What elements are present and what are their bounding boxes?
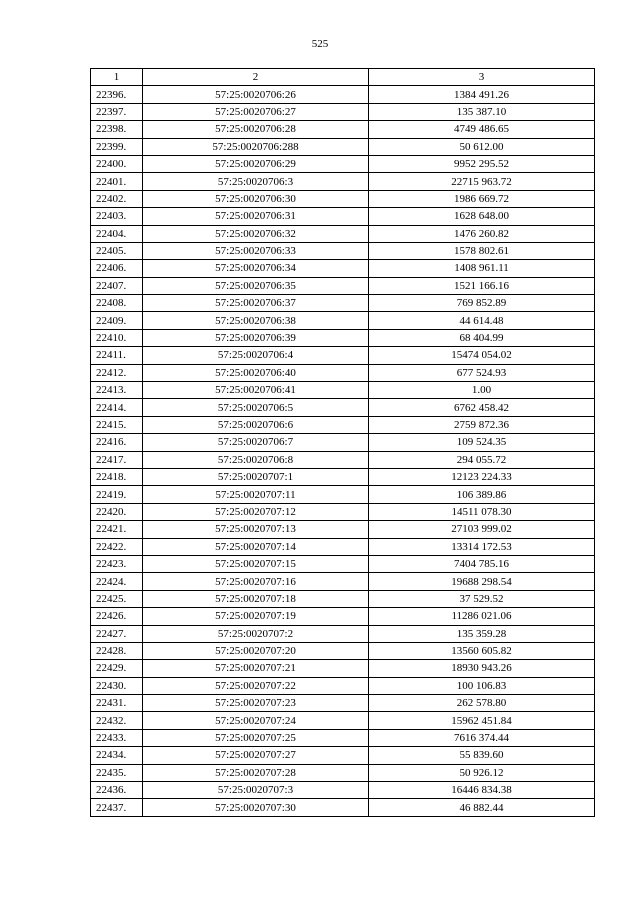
cadastral-value-cell: 262 578.80 — [369, 695, 595, 712]
row-number-cell: 22428. — [91, 642, 143, 659]
row-number-cell: 22412. — [91, 364, 143, 381]
cadastral-number-cell: 57:25:0020706:7 — [143, 434, 369, 451]
row-number-cell: 22397. — [91, 103, 143, 120]
cadastral-value-cell: 68 404.99 — [369, 329, 595, 346]
row-number-cell: 22416. — [91, 434, 143, 451]
table-row — [91, 747, 595, 764]
cadastral-value-cell: 37 529.52 — [369, 590, 595, 607]
row-number-cell: 22435. — [91, 764, 143, 781]
cadastral-value-cell: 22715 963.72 — [369, 173, 595, 190]
row-number-cell: 22403. — [91, 208, 143, 225]
row-number-cell: 22430. — [91, 677, 143, 694]
cadastral-value-cell: 13314 172.53 — [369, 538, 595, 555]
cadastral-value-cell: 2759 872.36 — [369, 416, 595, 433]
cadastral-value-cell: 19688 298.54 — [369, 573, 595, 590]
table-row — [91, 399, 595, 416]
row-number-cell: 22427. — [91, 625, 143, 642]
cadastral-value-cell: 100 106.83 — [369, 677, 595, 694]
cadastral-number-cell: 57:25:0020707:11 — [143, 486, 369, 503]
table-row — [91, 451, 595, 468]
row-number-cell: 22401. — [91, 173, 143, 190]
cadastral-value-cell: 14511 078.30 — [369, 503, 595, 520]
cadastral-number-cell: 57:25:0020706:6 — [143, 416, 369, 433]
cadastral-number-cell: 57:25:0020706:27 — [143, 103, 369, 120]
cadastral-number-cell: 57:25:0020707:3 — [143, 782, 369, 799]
table-row — [91, 468, 595, 485]
row-number-cell: 22429. — [91, 660, 143, 677]
cadastral-value-cell: 1476 260.82 — [369, 225, 595, 242]
cadastral-number-cell: 57:25:0020707:13 — [143, 521, 369, 538]
row-number-cell: 22407. — [91, 277, 143, 294]
table-row — [91, 555, 595, 572]
cadastral-value-cell: 46 882.44 — [369, 799, 595, 816]
table-row — [91, 329, 595, 346]
cadastral-number-cell: 57:25:0020706:4 — [143, 347, 369, 364]
row-number-cell: 22413. — [91, 382, 143, 399]
cadastral-number-cell: 57:25:0020707:18 — [143, 590, 369, 607]
cadastral-number-cell: 57:25:0020706:8 — [143, 451, 369, 468]
row-number-cell: 22404. — [91, 225, 143, 242]
cadastral-number-cell: 57:25:0020706:38 — [143, 312, 369, 329]
row-number-cell: 22433. — [91, 729, 143, 746]
cadastral-value-cell: 9952 295.52 — [369, 155, 595, 172]
table-row — [91, 486, 595, 503]
table-row — [91, 695, 595, 712]
column-header-2: 2 — [143, 69, 369, 86]
cadastral-number-cell: 57:25:0020707:12 — [143, 503, 369, 520]
cadastral-number-cell: 57:25:0020706:5 — [143, 399, 369, 416]
row-number-cell: 22421. — [91, 521, 143, 538]
table-row — [91, 503, 595, 520]
row-number-cell: 22400. — [91, 155, 143, 172]
cadastral-number-cell: 57:25:0020706:35 — [143, 277, 369, 294]
table-row — [91, 103, 595, 120]
cadastral-number-cell: 57:25:0020706:28 — [143, 121, 369, 138]
table-row — [91, 782, 595, 799]
cadastral-value-cell: 1408 961.11 — [369, 260, 595, 277]
cadastral-value-cell: 1.00 — [369, 382, 595, 399]
cadastral-value-cell: 109 524.35 — [369, 434, 595, 451]
row-number-cell: 22423. — [91, 555, 143, 572]
cadastral-value-cell: 677 524.93 — [369, 364, 595, 381]
cadastral-number-cell: 57:25:0020707:25 — [143, 729, 369, 746]
cadastral-value-cell: 15962 451.84 — [369, 712, 595, 729]
row-number-cell: 22419. — [91, 486, 143, 503]
cadastral-number-cell: 57:25:0020706:40 — [143, 364, 369, 381]
table-header-row — [91, 69, 595, 86]
row-number-cell: 22437. — [91, 799, 143, 816]
row-number-cell: 22411. — [91, 347, 143, 364]
cadastral-value-cell: 135 387.10 — [369, 103, 595, 120]
table-body — [91, 86, 595, 816]
table-row — [91, 712, 595, 729]
cadastral-number-cell: 57:25:0020707:30 — [143, 799, 369, 816]
cadastral-value-cell: 1384 491.26 — [369, 86, 595, 103]
cadastral-number-cell: 57:25:0020707:15 — [143, 555, 369, 572]
row-number-cell: 22424. — [91, 573, 143, 590]
table-row — [91, 86, 595, 103]
row-number-cell: 22406. — [91, 260, 143, 277]
row-number-cell: 22434. — [91, 747, 143, 764]
cadastral-value-cell: 7404 785.16 — [369, 555, 595, 572]
table-row — [91, 225, 595, 242]
cadastral-value-cell: 1521 166.16 — [369, 277, 595, 294]
cadastral-value-cell: 44 614.48 — [369, 312, 595, 329]
cadastral-number-cell: 57:25:0020706:30 — [143, 190, 369, 207]
cadastral-value-cell: 769 852.89 — [369, 295, 595, 312]
row-number-cell: 22418. — [91, 468, 143, 485]
cadastral-number-cell: 57:25:0020707:22 — [143, 677, 369, 694]
table-row — [91, 173, 595, 190]
cadastral-number-cell: 57:25:0020706:39 — [143, 329, 369, 346]
row-number-cell: 22420. — [91, 503, 143, 520]
table-row — [91, 155, 595, 172]
table-row — [91, 799, 595, 816]
row-number-cell: 22436. — [91, 782, 143, 799]
row-number-cell: 22409. — [91, 312, 143, 329]
row-number-cell: 22396. — [91, 86, 143, 103]
table-row — [91, 347, 595, 364]
row-number-cell: 22415. — [91, 416, 143, 433]
cadastral-number-cell: 57:25:0020706:34 — [143, 260, 369, 277]
table-row — [91, 608, 595, 625]
cadastral-number-cell: 57:25:0020706:33 — [143, 242, 369, 259]
row-number-cell: 22422. — [91, 538, 143, 555]
table-row — [91, 190, 595, 207]
cadastral-number-cell: 57:25:0020707:24 — [143, 712, 369, 729]
row-number-cell: 22432. — [91, 712, 143, 729]
table-row — [91, 260, 595, 277]
cadastral-value-cell: 1578 802.61 — [369, 242, 595, 259]
cadastral-value-cell: 294 055.72 — [369, 451, 595, 468]
cadastral-number-cell: 57:25:0020706:31 — [143, 208, 369, 225]
row-number-cell: 22414. — [91, 399, 143, 416]
cadastral-number-cell: 57:25:0020707:19 — [143, 608, 369, 625]
cadastral-value-cell: 1986 669.72 — [369, 190, 595, 207]
table-row — [91, 625, 595, 642]
column-header-1: 1 — [91, 69, 143, 86]
cadastral-number-cell: 57:25:0020706:288 — [143, 138, 369, 155]
table-row — [91, 242, 595, 259]
row-number-cell: 22417. — [91, 451, 143, 468]
cadastral-value-cell: 50 926.12 — [369, 764, 595, 781]
cadastral-value-cell: 15474 054.02 — [369, 347, 595, 364]
row-number-cell: 22402. — [91, 190, 143, 207]
cadastral-value-cell: 16446 834.38 — [369, 782, 595, 799]
table-row — [91, 277, 595, 294]
cadastral-number-cell: 57:25:0020707:14 — [143, 538, 369, 555]
table-row — [91, 416, 595, 433]
cadastral-number-cell: 57:25:0020707:20 — [143, 642, 369, 659]
cadastral-value-cell: 106 389.86 — [369, 486, 595, 503]
row-number-cell: 22410. — [91, 329, 143, 346]
cadastral-value-cell: 1628 648.00 — [369, 208, 595, 225]
row-number-cell: 22399. — [91, 138, 143, 155]
cadastral-number-cell: 57:25:0020706:29 — [143, 155, 369, 172]
cadastral-number-cell: 57:25:0020707:16 — [143, 573, 369, 590]
cadastral-number-cell: 57:25:0020707:1 — [143, 468, 369, 485]
cadastral-value-cell: 55 839.60 — [369, 747, 595, 764]
cadastral-number-cell: 57:25:0020706:3 — [143, 173, 369, 190]
cadastral-number-cell: 57:25:0020707:2 — [143, 625, 369, 642]
cadastral-value-cell: 27103 999.02 — [369, 521, 595, 538]
cadastral-number-cell: 57:25:0020706:41 — [143, 382, 369, 399]
cadastral-number-cell: 57:25:0020707:27 — [143, 747, 369, 764]
table-row — [91, 573, 595, 590]
table-row — [91, 590, 595, 607]
cadastral-number-cell: 57:25:0020707:28 — [143, 764, 369, 781]
column-header-3: 3 — [369, 69, 595, 86]
table-row — [91, 729, 595, 746]
cadastral-number-cell: 57:25:0020706:32 — [143, 225, 369, 242]
row-number-cell: 22431. — [91, 695, 143, 712]
table-row — [91, 364, 595, 381]
cadastral-value-cell: 6762 458.42 — [369, 399, 595, 416]
cadastral-value-cell: 135 359.28 — [369, 625, 595, 642]
cadastral-number-cell: 57:25:0020706:26 — [143, 86, 369, 103]
table-row — [91, 434, 595, 451]
cadastral-number-cell: 57:25:0020707:23 — [143, 695, 369, 712]
cadastral-value-cell: 11286 021.06 — [369, 608, 595, 625]
table-row — [91, 208, 595, 225]
table-row — [91, 295, 595, 312]
cadastral-value-cell: 12123 224.33 — [369, 468, 595, 485]
cadastral-value-cell: 7616 374.44 — [369, 729, 595, 746]
row-number-cell: 22398. — [91, 121, 143, 138]
cadastral-value-cell: 50 612.00 — [369, 138, 595, 155]
table-row — [91, 312, 595, 329]
table-row — [91, 538, 595, 555]
table-row — [91, 660, 595, 677]
cadastral-value-cell: 18930 943.26 — [369, 660, 595, 677]
table-row — [91, 121, 595, 138]
cadastral-value-cell: 4749 486.65 — [369, 121, 595, 138]
table-row — [91, 677, 595, 694]
cadastral-value-cell: 13560 605.82 — [369, 642, 595, 659]
table-row — [91, 642, 595, 659]
table-row — [91, 764, 595, 781]
table-row — [91, 521, 595, 538]
cadastral-number-cell: 57:25:0020707:21 — [143, 660, 369, 677]
row-number-cell: 22425. — [91, 590, 143, 607]
cadastral-value-table — [90, 68, 595, 817]
page-number: 525 — [311, 38, 329, 50]
row-number-cell: 22426. — [91, 608, 143, 625]
row-number-cell: 22405. — [91, 242, 143, 259]
table-row — [91, 138, 595, 155]
table-row — [91, 382, 595, 399]
cadastral-number-cell: 57:25:0020706:37 — [143, 295, 369, 312]
row-number-cell: 22408. — [91, 295, 143, 312]
